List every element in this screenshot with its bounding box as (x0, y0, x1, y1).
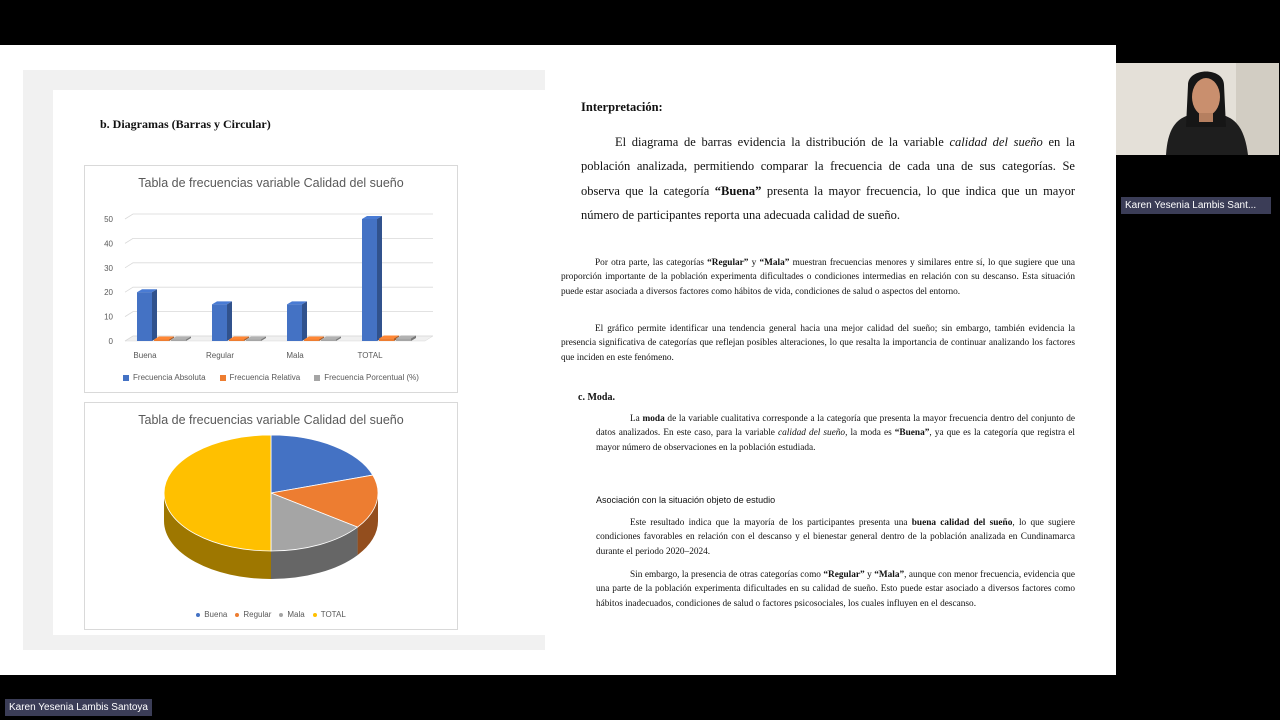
legend-item-relativa (220, 373, 301, 382)
p4-text: La (630, 414, 643, 424)
gridline (125, 287, 433, 292)
p2-text: y (748, 258, 760, 268)
p2-text: muestran frecuencias menores y similares entre sí, lo que sugiere que una proporción importante de la población experimenta dificultades o condiciones intermedias en relación con su descanso. Esta situación puede estar asociada a diversos factores como hábitos de vida, condiciones de salud o aspectos del entorno. (561, 258, 1076, 297)
bar-buena-1 (154, 340, 169, 342)
pie-legend-regular (235, 610, 271, 619)
legend-swatch-absoluta (123, 375, 129, 381)
bar-chart-title: Tabla de frecuencias variable Calidad del sueño (138, 176, 404, 190)
bar-mala-2 (321, 340, 336, 342)
p2-text: Por otra parte, las categorías (595, 258, 708, 268)
x-tick-label: Buena (133, 351, 157, 360)
legend-label-relativa: Frecuencia Relativa (229, 373, 301, 382)
bar-buena-0 (137, 292, 152, 341)
document-page-left (53, 90, 545, 635)
bar-side (302, 301, 307, 341)
p6-text: y (864, 570, 875, 580)
pie-legend-mala (279, 610, 304, 619)
pie-chart-legend (85, 610, 457, 619)
p1-text: presenta la mayor frecuencia, lo que indica que un mayor número de participantes reporta una adecuada calidad de sueño. (581, 183, 1076, 223)
p1-bold: “Buena” (714, 183, 762, 198)
bar-side (152, 289, 157, 341)
bar-regular-1 (229, 340, 244, 342)
gridline (125, 238, 433, 243)
bar-side (377, 216, 382, 341)
pie-chart-title: Tabla de frecuencias variable Calidad del sueño (138, 413, 404, 427)
bar-chart-legend (85, 373, 457, 382)
moda-title: c. Moda. (578, 392, 615, 403)
legend-swatch-relativa (220, 375, 226, 381)
paragraph-2 (561, 256, 1075, 299)
pie-legend-label-total: TOTAL (320, 610, 346, 619)
p1-text: en la población analizada, permitiendo comparar la frecuencia de cada una de sus categorías. Se observa que la categoría (581, 135, 1075, 198)
pie-legend-buena (196, 610, 227, 619)
pie-legend-dot-regular (235, 613, 239, 617)
p6-text: , aunque con menor frecuencia, evidencia que una parte de la población experimenta dificultades en su calidad de sueño. Esto puede estar asociado a diversos factores como hábitos inadecuados, condiciones de salud o factores psicosociales, los cuales influyen en el descanso. (596, 570, 1076, 609)
bar-chart-plot (85, 194, 459, 394)
p4-text: de la variable cualitativa corresponde a la categoría que presenta la mayor frecuencia dentro del conjunto de datos analizados. En este caso, para la variable (596, 414, 1075, 439)
interpretation-title: Interpretación: (581, 100, 663, 114)
paragraph-1 (581, 130, 1075, 228)
pie-legend-dot-total (313, 613, 317, 617)
gridline (125, 312, 433, 317)
pie-legend-total (313, 610, 346, 619)
y-tick-label: 40 (104, 239, 113, 249)
bar-regular-2 (246, 340, 261, 342)
bar-total-2 (396, 339, 411, 341)
paragraph-5 (596, 516, 1075, 559)
pie-legend-dot-buena (196, 613, 200, 617)
p2-bold: “Mala” (759, 258, 790, 268)
legend-label-absoluta: Frecuencia Absoluta (133, 373, 206, 382)
x-tick-label: Regular (205, 351, 235, 360)
y-tick-label: 50 (104, 215, 113, 224)
y-tick-label: 0 (108, 337, 113, 346)
paragraph-3 (561, 322, 1075, 365)
p1-italic: calidad del sueño (949, 135, 1043, 149)
shared-screen (0, 45, 1116, 675)
p6-text: Sin embargo, la presencia de otras categorías como (630, 570, 824, 580)
paragraph-6 (596, 568, 1075, 611)
document-page-right (545, 70, 1093, 650)
association-heading: Asociación con la situación objeto de estudio (596, 495, 776, 505)
p6-bold: “Regular” (823, 570, 865, 580)
bar-total-0 (362, 219, 377, 341)
bar-mala-1 (304, 340, 319, 342)
gridline (125, 263, 433, 268)
y-tick-label: 30 (104, 263, 113, 273)
participant-avatar-icon (1116, 63, 1279, 155)
x-tick-label: TOTAL (357, 351, 383, 360)
bar-chart (84, 165, 458, 393)
document-viewer (23, 70, 1093, 650)
participant-name-tag: Karen Yesenia Lambis Sant... (1121, 197, 1271, 214)
p4-text: , ya que es la categoría que registra el mayor número de observaciones en la población estudiada. (596, 428, 1075, 453)
p1-text: El diagrama de barras evidencia la distribución de la variable (615, 135, 950, 149)
p4-bold: “Buena” (894, 428, 930, 439)
paragraph-4 (596, 412, 1075, 455)
y-tick-label: 20 (104, 288, 113, 298)
legend-swatch-porcentual (314, 375, 320, 381)
p4-text: , la moda es (845, 428, 895, 439)
pie-chart-plot (85, 431, 459, 606)
p5-bold: buena calidad del sueño (911, 518, 1013, 528)
pie-legend-dot-mala (279, 613, 283, 617)
p3-text: El gráfico permite identificar una tendencia general hacia una mejor calidad del sueño; sin embargo, también evidencia la presencia significativa de categorías que reflejan posibles alteraciones, lo que resalta la importancia de continuar analizando los factores que inciden en este fenómeno. (561, 324, 1075, 363)
legend-item-absoluta (123, 373, 206, 382)
participant-video[interactable] (1116, 63, 1279, 155)
bar-total-1 (379, 339, 394, 341)
p5-text: Este resultado indica que la mayoría de los participantes presenta una (630, 518, 912, 528)
gridline (125, 214, 433, 219)
pie-legend-label-buena: Buena (204, 610, 228, 619)
y-tick-label: 10 (104, 312, 113, 322)
p6-bold: “Mala” (874, 570, 905, 580)
p4-bold: moda (642, 414, 665, 424)
bar-side (227, 301, 232, 341)
bar-mala-0 (287, 304, 302, 341)
active-speaker-name: Karen Yesenia Lambis Santoya (5, 699, 152, 716)
legend-item-porcentual (314, 373, 419, 382)
pie-chart (84, 402, 458, 630)
section-heading: b. Diagramas (Barras y Circular) (100, 117, 271, 131)
p4-italic: calidad del sueño (778, 428, 846, 439)
bar-buena-2 (171, 340, 186, 342)
legend-label-porcentual: Frecuencia Porcentual (%) (324, 373, 419, 382)
bar-regular-0 (212, 304, 227, 341)
p5-text: , lo que sugiere condiciones favorables en relación con el descanso y el bienestar general dentro de la población analizada en Cundinamarca durante el periodo 2020–2024. (596, 518, 1075, 557)
x-tick-label: Mala (286, 351, 304, 360)
pie-legend-label-regular: Regular (243, 610, 272, 619)
p2-bold: “Regular” (707, 258, 749, 268)
pie-legend-label-mala: Mala (287, 610, 305, 619)
